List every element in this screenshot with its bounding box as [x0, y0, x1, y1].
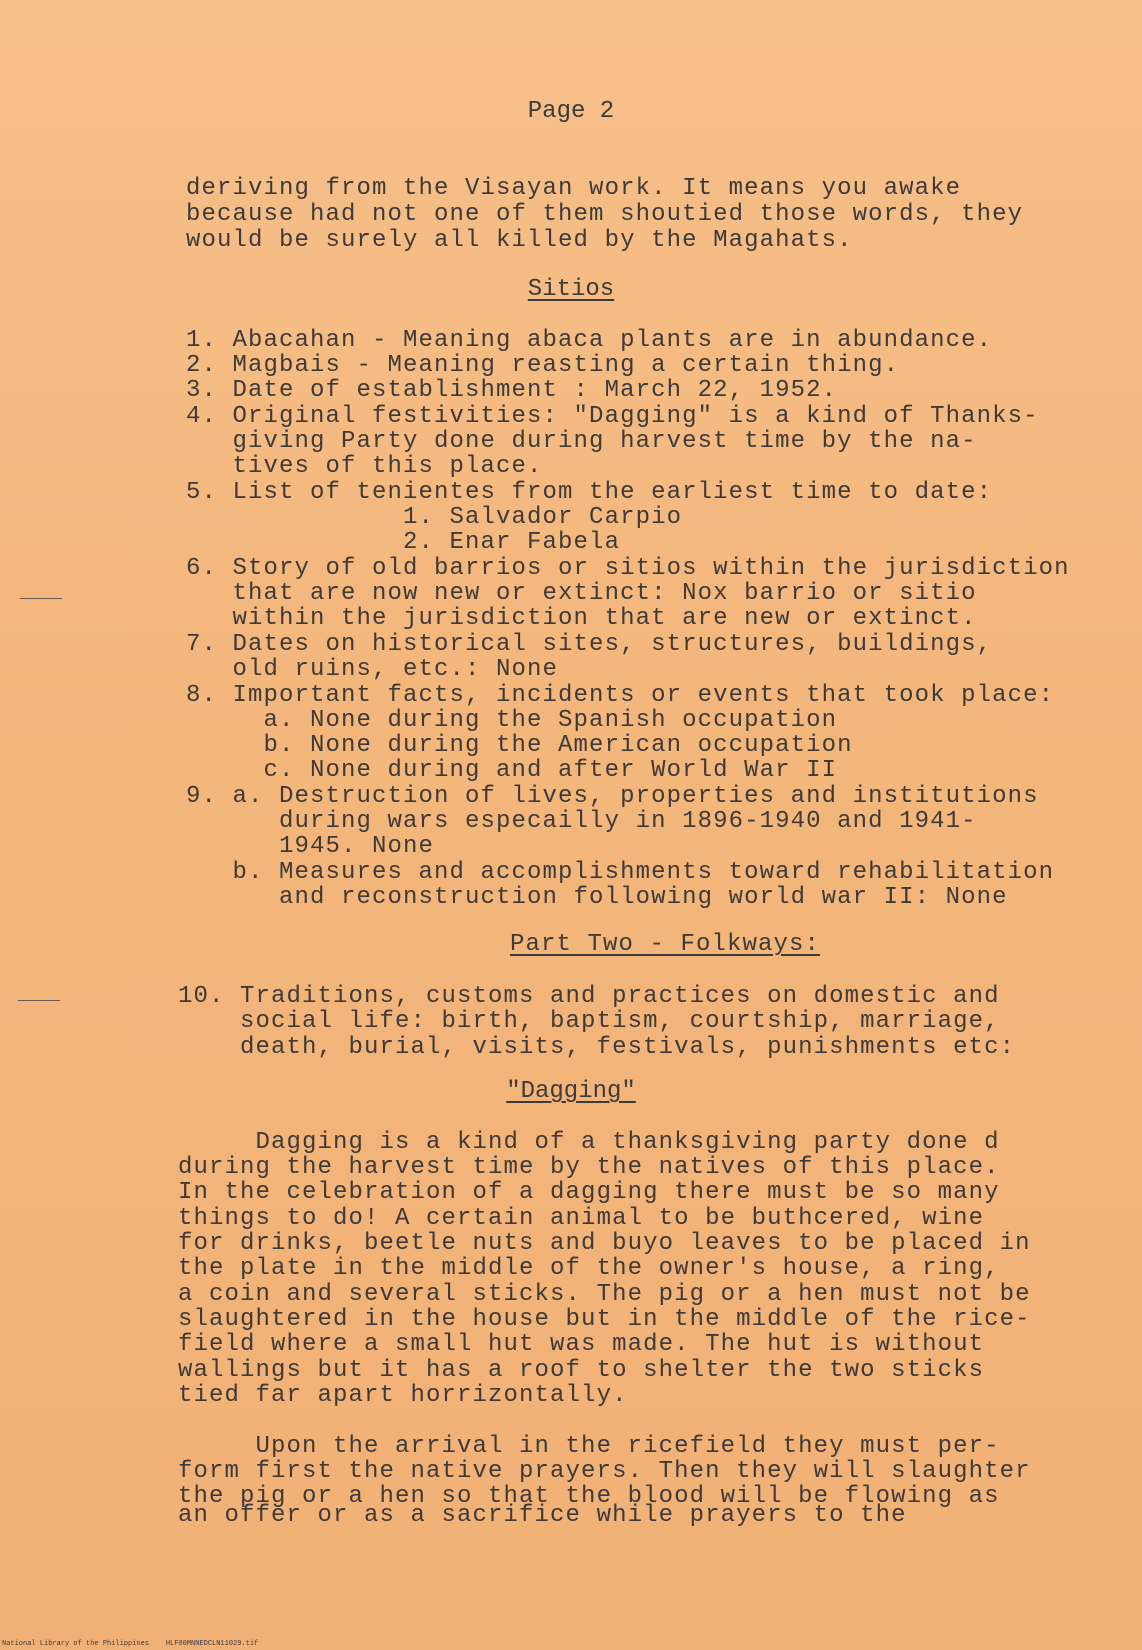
list-item: b. Measures and accomplishments toward rehabilitation	[186, 859, 1055, 886]
list-item: 4. Original festivities: "Dagging" is a kind of Thanks-	[186, 403, 1039, 430]
text-line: Dagging is a kind of a thanksgiving party done d	[178, 1129, 1000, 1156]
list-item: c. None during and after World War II	[186, 757, 838, 784]
sitios-heading: Sitios	[527, 276, 615, 303]
text-line: death, burial, visits, festivals, punishments etc:	[178, 1034, 1016, 1061]
text-line: slaughtered in the house but in the middle of the rice-	[178, 1306, 1031, 1333]
text-line: In the celebration of a dagging there must be so many	[178, 1179, 1000, 1206]
text-line: 10. Traditions, customs and practices on domestic and	[178, 983, 1000, 1010]
list-item: old ruins, etc.: None	[186, 656, 559, 683]
list-item: a. None during the Spanish occupation	[186, 707, 838, 734]
text-line: things to do! A certain animal to be buthcered, wine	[178, 1205, 985, 1232]
text-line: Upon the arrival in the ricefield they must per-	[178, 1433, 1000, 1460]
list-item: during wars especailly in 1896-1940 and 1941-	[186, 808, 977, 835]
scan-footer: National Library of the Philippines HLF00MNNEDCLN11029.tif	[2, 1640, 259, 1648]
margin-mark	[18, 1000, 60, 1001]
text-line: because had not one of them shoutied those words, they	[186, 201, 1024, 228]
list-item: giving Party done during harvest time by the na-	[186, 428, 977, 455]
text-line: field where a small hut was made. The hut is without	[178, 1331, 985, 1358]
text-line: an offer or as a sacrifice while prayers to the	[178, 1502, 907, 1529]
part-two-heading: Part Two - Folkways:	[510, 931, 821, 958]
list-item: 1945. None	[186, 833, 435, 860]
list-item: and reconstruction following world war II: None	[186, 884, 1008, 911]
list-item: b. None during the American occupation	[186, 732, 853, 759]
list-item: within the jurisdiction that are new or extinct.	[186, 605, 977, 632]
page-number: Page 2	[527, 98, 615, 125]
list-item: 2. Enar Fabela	[186, 529, 621, 556]
text-line: a coin and several sticks. The pig or a hen must not be	[178, 1281, 1031, 1308]
text-line: social life: birth, baptism, courtship, marriage,	[178, 1008, 1000, 1035]
text-line: deriving from the Visayan work. It means you awake	[186, 175, 962, 202]
text-line: for drinks, beetle nuts and buyo leaves to be placed in	[178, 1230, 1031, 1257]
text-line: during the harvest time by the natives of this place.	[178, 1154, 1000, 1181]
list-item: 8. Important facts, incidents or events that took place:	[186, 682, 1055, 709]
text-line: the pig or a hen so that the blood will be flowing as	[178, 1483, 1000, 1510]
list-item: 9. a. Destruction of lives, properties and institutions	[186, 783, 1039, 810]
list-item: 7. Dates on historical sites, structures, buildings,	[186, 631, 993, 658]
list-item: 6. Story of old barrios or sitios within the jurisdiction	[186, 555, 1070, 582]
text-line: wallings but it has a roof to shelter the two sticks	[178, 1357, 985, 1384]
list-item: 5. List of tenientes from the earliest time to date:	[186, 479, 993, 506]
list-item: 1. Salvador Carpio	[186, 504, 683, 531]
list-item: 1. Abacahan - Meaning abaca plants are in abundance.	[186, 327, 993, 354]
list-item: that are now new or extinct: Nox barrio or sitio	[186, 580, 977, 607]
text-line: tied far apart horrizontally.	[178, 1382, 628, 1409]
list-item: 2. Magbais - Meaning reasting a certain thing.	[186, 352, 900, 379]
list-item: 3. Date of establishment : March 22, 1952.	[186, 377, 838, 404]
text-line: would be surely all killed by the Magahats.	[186, 227, 853, 254]
text-line: form first the native prayers. Then they will slaughter	[178, 1458, 1031, 1485]
margin-mark	[20, 598, 62, 599]
dagging-heading: "Dagging"	[506, 1078, 636, 1105]
list-item: tives of this place.	[186, 453, 543, 480]
text-line: the plate in the middle of the owner's house, a ring,	[178, 1255, 1000, 1282]
